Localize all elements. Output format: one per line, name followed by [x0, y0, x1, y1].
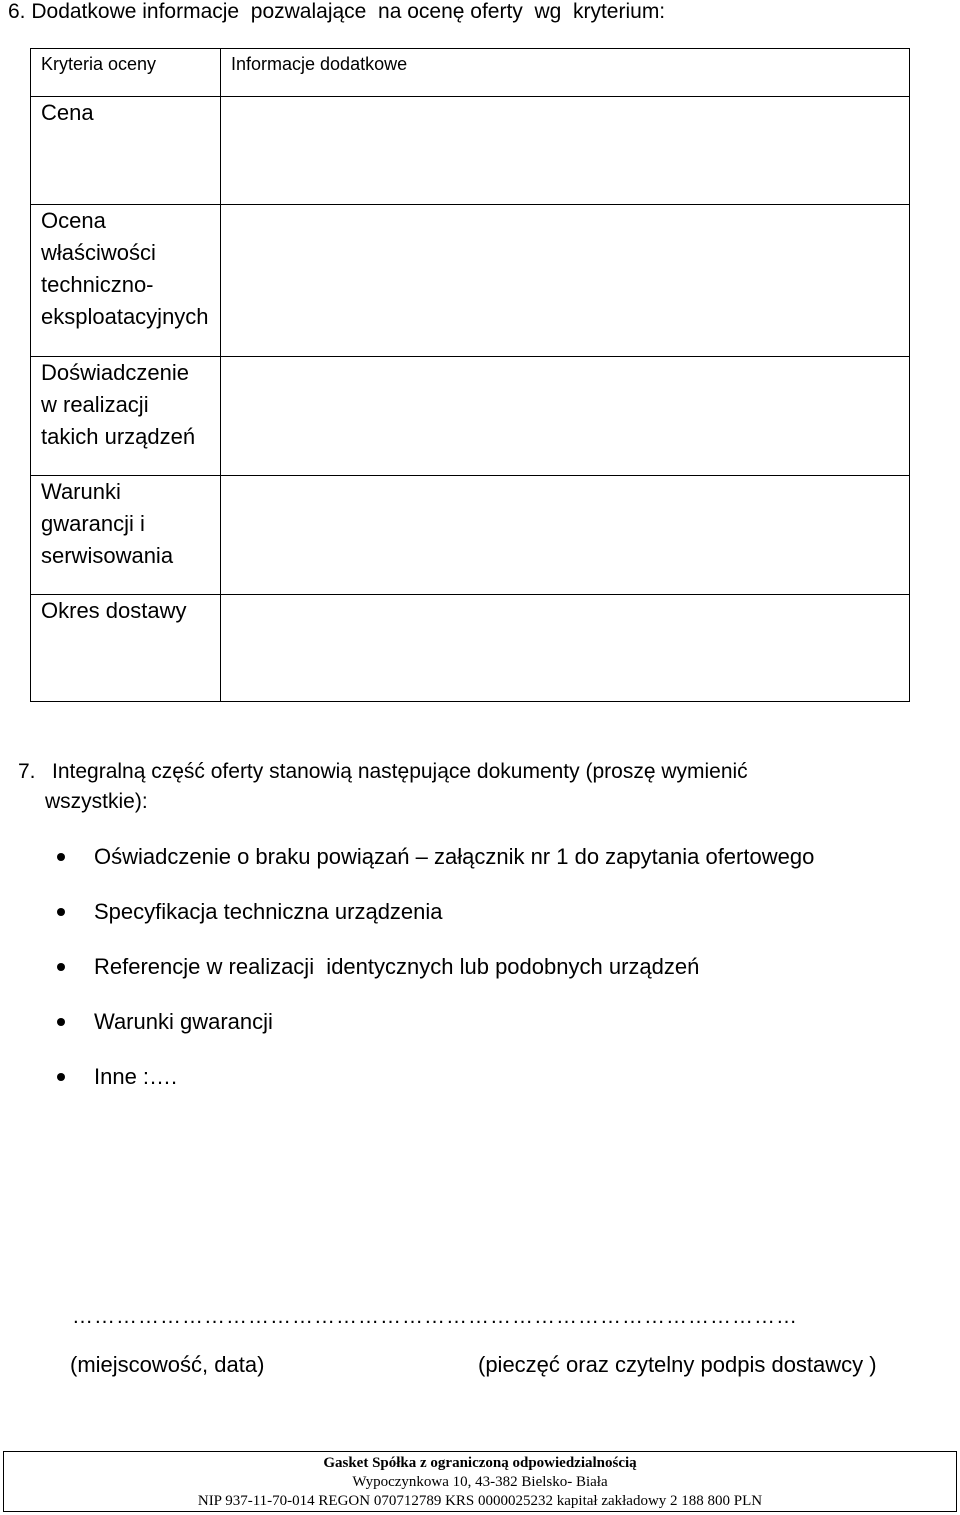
- header-criteria: Kryteria oceny: [31, 49, 221, 97]
- criterion-cell: Cena: [31, 97, 221, 205]
- table-row: [31, 595, 910, 702]
- criterion-cell: Doświadczenie w realizacji takich urządzeń: [31, 357, 221, 476]
- stamp-signature-label: (pieczęć oraz czytelny podpis dostawcy ): [478, 1352, 877, 1377]
- list-item-label: Specyfikacja techniczna urządzenia: [94, 899, 443, 924]
- section-7-number: 7.: [18, 760, 36, 783]
- place-date-label: (miejscowość, data): [70, 1352, 265, 1377]
- list-item-label: Inne :….: [94, 1064, 178, 1089]
- criteria-table: [30, 48, 910, 702]
- section-7-heading-line2: wszystkie):: [45, 790, 148, 813]
- footer-company-name: Gasket Spółka z ograniczoną odpowiedzialnością: [323, 1455, 637, 1471]
- footer-address: Wypoczynkowa 10, 43-382 Bielsko- Biała: [352, 1474, 608, 1490]
- info-cell[interactable]: [221, 595, 910, 702]
- criterion-cell: Ocena właściwości techniczno-eksploatacyjnych: [31, 205, 221, 357]
- section-7-heading-line1: Integralną część oferty stanowią następujące dokumenty (proszę wymienić: [52, 760, 748, 783]
- table-header-row: [31, 49, 910, 97]
- table-row: [31, 97, 910, 205]
- table-row: [31, 205, 910, 357]
- bullet-icon: [57, 853, 65, 861]
- bullet-icon: [57, 1018, 65, 1026]
- table-row: [31, 357, 910, 476]
- bullet-icon: [57, 963, 65, 971]
- header-info: Informacje dodatkowe: [221, 49, 910, 97]
- list-item-label: Oświadczenie o braku powiązań – załącznik nr 1 do zapytania ofertowego: [94, 844, 815, 869]
- signature-dotted-line: ………………………………………………………………………………………: [72, 1305, 798, 1328]
- info-cell[interactable]: [221, 205, 910, 357]
- company-footer: [3, 1451, 957, 1512]
- footer-registry: NIP 937-11-70-014 REGON 070712789 KRS 0000025232 kapitał zakładowy 2 188 800 PLN: [197, 1493, 763, 1509]
- bullet-icon: [57, 908, 65, 916]
- bullet-icon: [57, 1073, 65, 1081]
- info-cell[interactable]: [221, 357, 910, 476]
- info-cell[interactable]: [221, 476, 910, 595]
- list-item-label: Warunki gwarancji: [94, 1009, 273, 1034]
- criterion-cell: Warunki gwarancji i serwisowania: [31, 476, 221, 595]
- criterion-cell: Okres dostawy: [31, 595, 221, 702]
- table-row: [31, 476, 910, 595]
- info-cell[interactable]: [221, 97, 910, 205]
- section-6-heading: 6. Dodatkowe informacje pozwalające na ocenę oferty wg kryterium:: [8, 0, 666, 23]
- list-item-label: Referencje w realizacji identycznych lub podobnych urządzeń: [94, 954, 700, 979]
